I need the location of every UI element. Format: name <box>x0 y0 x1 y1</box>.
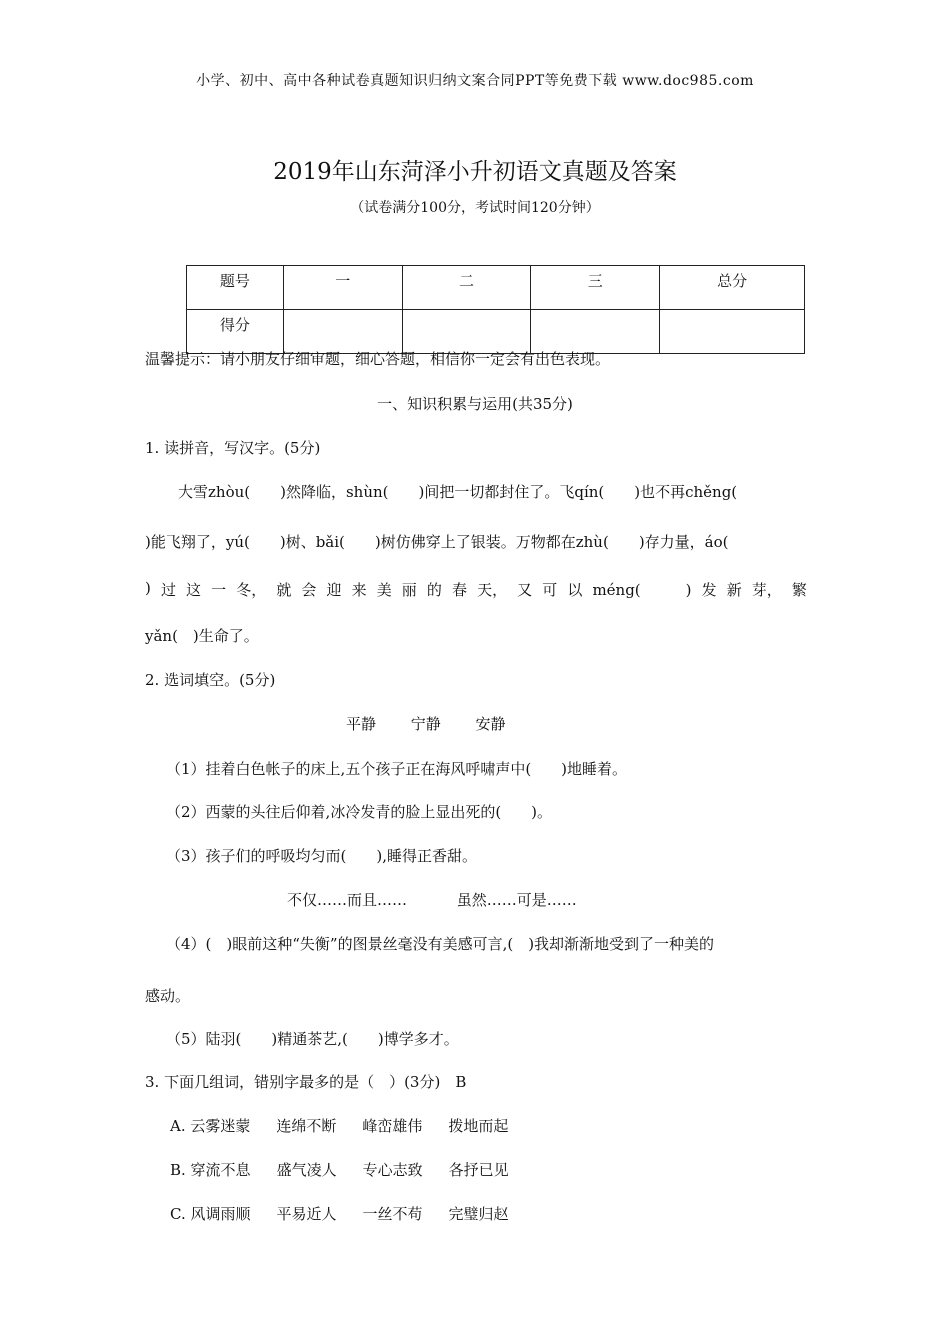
option-c <box>170 1203 535 1224</box>
text-fragment: 会 <box>301 581 317 599</box>
text-fragment: ) <box>145 579 151 597</box>
option-word: 拨地而起 <box>448 1117 509 1135</box>
question-3-title: 3. 下面几组词，错别字最多的是（ ）(3分) B <box>145 1073 467 1091</box>
text-fragment: 迎 <box>326 581 342 599</box>
score-table-score-row <box>187 310 805 354</box>
table-cell: 二 <box>402 266 531 310</box>
score-table-header-row <box>187 266 805 310</box>
text-fragment: méng( ) <box>592 581 692 599</box>
table-cell: 总分 <box>660 266 805 310</box>
section-heading: 一、知识积累与运用(共35分) <box>377 395 573 413</box>
question-2-item: （4）( )眼前这种“失衡”的图景丝毫没有美感可言,( )我却渐渐地受到了一种美的 <box>166 935 715 953</box>
text-fragment: 就 <box>276 581 292 599</box>
exam-info: （试卷满分100分，考试时间120分钟） <box>350 200 600 216</box>
question-1-line: )能飞翔了，yú( )树、bǎi( )树仿佛穿上了银装。万物都在zhù( )存力量，áo( <box>145 533 729 551</box>
text-fragment: 芽， <box>751 581 782 599</box>
text-fragment: 繁 <box>791 581 807 599</box>
text-fragment: 以 <box>567 581 583 599</box>
text-fragment: 春 <box>451 581 467 599</box>
page-header-banner: 小学、初中、高中各种试卷真题知识归纳文案合同PPT等免费下载 www.doc985.com <box>196 73 754 89</box>
score-table <box>186 265 805 354</box>
option-word: A. 云雾迷蒙 <box>170 1117 251 1135</box>
question-2-item: （3）孩子们的呼吸均匀而( ),睡得正香甜。 <box>166 847 478 865</box>
question-1-justified-line <box>145 579 807 600</box>
text-fragment: 美 <box>376 581 392 599</box>
option-word: 完璧归赵 <box>448 1205 509 1223</box>
question-2-item: （5）陆羽( )精通茶艺,( )博学多才。 <box>166 1030 459 1048</box>
option-b <box>170 1159 535 1180</box>
score-cell[interactable] <box>660 310 805 354</box>
question-1-title: 1. 读拼音，写汉字。(5分) <box>145 439 321 457</box>
word-choices: 不仅……而且…… 虽然……可是…… <box>287 891 577 909</box>
option-word: 连绵不断 <box>276 1117 337 1135</box>
option-word: 一丝不苟 <box>362 1205 423 1223</box>
question-1-line: yǎn( )生命了。 <box>145 627 259 645</box>
option-word: 各抒已见 <box>448 1161 509 1179</box>
text-fragment: 又 <box>517 581 533 599</box>
option-word: 盛气凌人 <box>276 1161 337 1179</box>
text-fragment: 新 <box>726 581 742 599</box>
text-fragment: 这 <box>186 581 202 599</box>
question-2-item: （1）挂着白色帐子的床上,五个孩子正在海风呼啸声中( )地睡着。 <box>166 760 628 778</box>
text-fragment: 冬， <box>236 581 267 599</box>
table-cell: 题号 <box>187 266 284 310</box>
option-word: B. 穿流不息 <box>170 1161 251 1179</box>
text-fragment: 发 <box>701 581 717 599</box>
tip-text: 温馨提示：请小朋友仔细审题，细心答题，相信你一定会有出色表现。 <box>145 350 611 368</box>
table-cell: 得分 <box>187 310 284 354</box>
text-fragment: 可 <box>542 581 558 599</box>
text-fragment: 过 <box>160 581 176 599</box>
option-word: 专心志致 <box>362 1161 423 1179</box>
table-cell: 三 <box>531 266 660 310</box>
question-2-title: 2. 选词填空。(5分) <box>145 671 276 689</box>
page-title: 2019年山东菏泽小升初语文真题及答案 <box>273 159 677 185</box>
text-fragment: 的 <box>426 581 442 599</box>
text-fragment: 一 <box>211 581 227 599</box>
question-2-item-continued: 感动。 <box>145 987 191 1005</box>
score-cell[interactable] <box>402 310 531 354</box>
word-choices: 平静 宁静 安静 <box>346 715 506 733</box>
score-cell[interactable] <box>531 310 660 354</box>
option-word: 平易近人 <box>276 1205 337 1223</box>
text-fragment: 来 <box>351 581 367 599</box>
score-cell[interactable] <box>283 310 402 354</box>
text-fragment: 天， <box>477 581 508 599</box>
option-a <box>170 1115 534 1136</box>
question-2-item: （2）西蒙的头往后仰着,冰冷发青的脸上显出死的( )。 <box>166 803 553 821</box>
option-word: 峰峦雄伟 <box>362 1117 423 1135</box>
text-fragment: 丽 <box>401 581 417 599</box>
table-cell: 一 <box>283 266 402 310</box>
question-1-line: 大雪zhòu( )然降临，shùn( )间把一切都封住了。飞qín( )也不再chěng( <box>178 483 738 501</box>
option-word: C. 风调雨顺 <box>170 1205 251 1223</box>
